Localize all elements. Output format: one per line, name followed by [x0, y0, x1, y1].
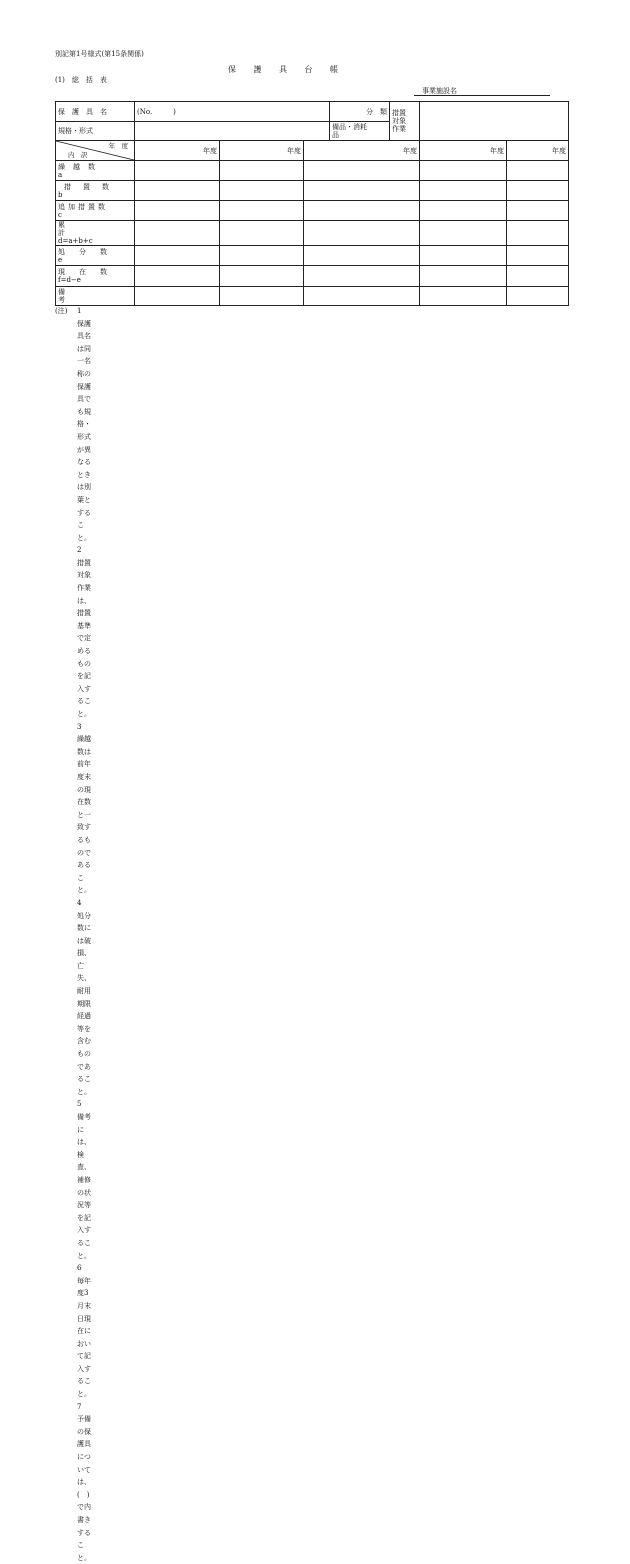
- table-row: [56, 161, 569, 181]
- table-row: [56, 201, 569, 221]
- note-item: 1保護具名は同一名称の保護具でも規格・形式が異なるときは別葉とすること。: [77, 307, 91, 542]
- year-header-4: 年度: [420, 141, 507, 161]
- year-header-2: 年度: [220, 141, 304, 161]
- page-title: 保 護 具 台 帳: [228, 65, 339, 74]
- row-label-cumulative: 累計 d=a+b+c: [56, 221, 135, 246]
- facility-label: 事業施設名: [422, 87, 457, 95]
- form-label: 別記第1号様式(第15条関係): [55, 50, 144, 58]
- table-row: [56, 287, 569, 306]
- table-row: [56, 266, 569, 287]
- table-row: [56, 246, 569, 266]
- year-header-5: 年度: [507, 141, 569, 161]
- facility-underline: [414, 95, 550, 96]
- note-item: 6毎年度3月末日現在において記入すること。: [77, 1264, 91, 1399]
- measure-value: [420, 102, 569, 141]
- year-header-3: 年度: [304, 141, 420, 161]
- equipment-name-value: (No. ): [135, 102, 330, 122]
- table-row: [56, 221, 569, 246]
- corner-header: 年 度 内 訳: [56, 141, 135, 161]
- note-item: 5備考には、検査、補修の状況等を記入すること。: [77, 1100, 91, 1260]
- row-label-measures: 措置数 b: [56, 181, 135, 201]
- note-item: 3繰越数は前年度末の現在数と一致するものであること。: [77, 722, 91, 895]
- notes-label: (注): [55, 307, 68, 315]
- row-label-remarks: 備考: [56, 287, 135, 306]
- row-label-carryover: 繰越数 a: [56, 161, 135, 181]
- section-label: (1) 総 括 表: [55, 76, 107, 84]
- note-item: 7予備の保護具については、( )で内書きすること。: [77, 1402, 91, 1562]
- row-label-current: 現在数 f=d−e: [56, 266, 135, 287]
- equipment-name-label: 保 護 具 名: [56, 102, 135, 122]
- note-item: 2措置対象作業は、措置基準で定めるものを記入すること。: [77, 546, 91, 718]
- note-item: 4処分数には破損、亡失、耐用期限経過等を含むものであること。: [77, 898, 91, 1096]
- row-label-disposal: 処分数 e: [56, 246, 135, 266]
- category-values: 備品・消耗品: [330, 122, 390, 141]
- category-label: 分 類: [330, 102, 390, 122]
- spec-label: 規格・形式: [56, 122, 135, 141]
- spec-value: [135, 122, 330, 141]
- year-header-1: 年度: [135, 141, 220, 161]
- row-label-additional: 追加措置数 c: [56, 201, 135, 221]
- summary-table: [55, 101, 569, 306]
- measure-label: 措置対象作業: [390, 102, 420, 141]
- table-row: [56, 181, 569, 201]
